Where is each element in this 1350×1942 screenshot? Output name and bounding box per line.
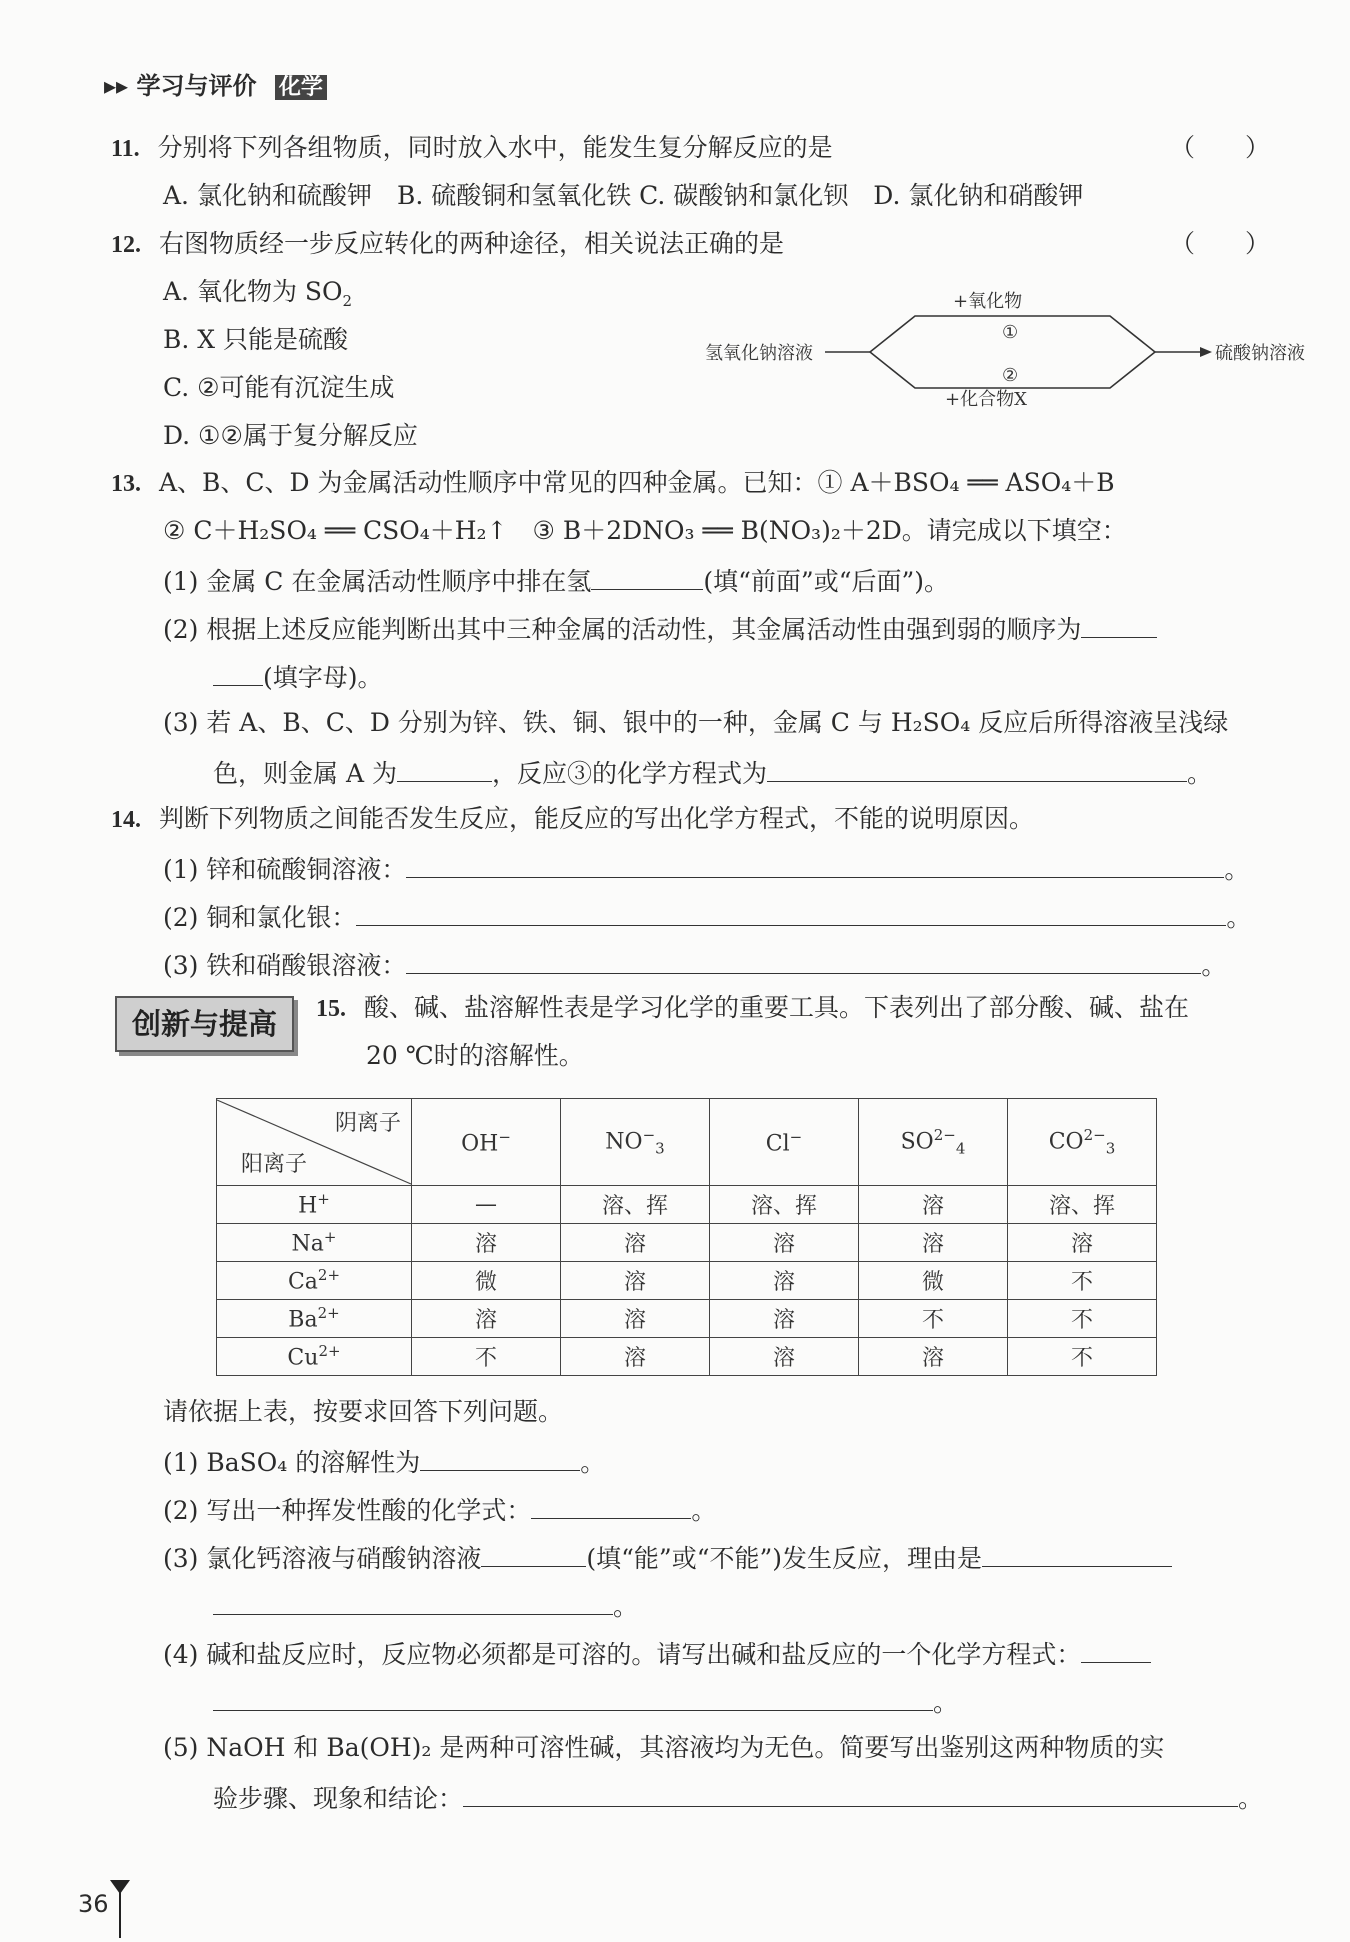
q11-answer-paren[interactable]: （ ）: [1170, 133, 1271, 162]
subject-tag: 化学: [275, 75, 327, 100]
q11-number: 11.: [111, 136, 140, 162]
anion-header: $NO^-_3$: [561, 1099, 710, 1186]
cation-axis-label: 阳离子: [241, 1152, 308, 1177]
q13-line1: A、B、C、D 为金属活动性顺序中常见的四种金属。已知：① A＋BSO₄ ══ ASO₄＋B: [158, 468, 1115, 497]
anion-header: $SO^{2-}_4$: [859, 1099, 1008, 1186]
table-cell: 溶: [561, 1300, 710, 1338]
page-corner-marker-icon: [108, 1878, 132, 1940]
q13-number: 13.: [111, 471, 141, 497]
table-row: [217, 1186, 1157, 1224]
q13-blank-2b[interactable]: [213, 659, 263, 686]
q13-part2: (2) 根据上述反应能判断出其中三种金属的活动性，其金属活动性由强到弱的顺序为: [163, 611, 1157, 646]
table-cell: 不: [859, 1300, 1008, 1338]
q15-blank-3b[interactable]: [982, 1540, 1172, 1567]
cation-cell: $Ba^{2+}$: [217, 1300, 412, 1338]
q15-part1: (1) BaSO₄ 的溶解性为 。: [163, 1444, 605, 1479]
q14-part2: (2) 铜和氯化银： 。: [163, 899, 1251, 934]
q14-number: 14.: [111, 807, 141, 833]
table-cell: 溶、挥: [561, 1186, 710, 1224]
table-row: [217, 1338, 1157, 1376]
q13-blank-3b[interactable]: [767, 755, 1187, 782]
table-corner-cell: [217, 1099, 412, 1186]
q11-options: A. 氯化钠和硫酸钾 B. 硫酸铜和氢氧化铁 C. 碳酸钠和氯化钡 D. 氯化钠和硝酸钾: [163, 181, 1084, 210]
table-header-row: [217, 1099, 1157, 1186]
cation-cell: $Cu^{2+}$: [217, 1338, 412, 1376]
table-cell: 溶、挥: [710, 1186, 859, 1224]
q15-blank-4a[interactable]: [1081, 1636, 1151, 1663]
diagram-path-2: ②: [1002, 365, 1019, 386]
q12-text: 右图物质经一步反应转化的两种途径，相关说法正确的是: [158, 229, 784, 258]
q13-part3-cont: 色，则金属 A 为 ，反应③的化学方程式为 。: [213, 755, 1212, 790]
diagram-start-label: 氢氧化钠溶液: [705, 343, 813, 364]
q12-option-a: A. 氧化物为 $SO_2$: [163, 277, 353, 310]
table-cell: 溶: [412, 1300, 561, 1338]
diagram-bottom-reagent: +化合物X: [945, 389, 1027, 410]
table-cell: 溶: [561, 1338, 710, 1376]
q15-blank-1[interactable]: [420, 1444, 580, 1471]
solubility-table: [216, 1098, 1157, 1376]
anion-axis-label: 阴离子: [334, 1111, 401, 1136]
reaction-pathway-diagram: [700, 280, 1305, 420]
q11-text: 分别将下列各组物质，同时放入水中，能发生复分解反应的是: [157, 133, 833, 162]
q13-part2-cont: (填字母)。: [213, 659, 383, 694]
table-cell: —: [412, 1186, 561, 1224]
q13-blank-3a[interactable]: [397, 755, 492, 782]
q14-stem: [111, 803, 1034, 836]
q15-intro: 请依据上表，按要求回答下列问题。: [163, 1397, 564, 1426]
table-cell: 溶: [859, 1186, 1008, 1224]
cation-cell: $Ca^{2+}$: [217, 1262, 412, 1300]
q15-line2: 20 ℃时的溶解性。: [366, 1041, 584, 1070]
q12-answer-paren[interactable]: （ ）: [1170, 229, 1271, 258]
q11-stem: [111, 132, 833, 165]
table-cell: 溶: [561, 1262, 710, 1300]
table-cell: 溶: [1008, 1224, 1157, 1262]
q12-option-d: D. ①②属于复分解反应: [163, 421, 418, 450]
table-cell: 溶: [710, 1224, 859, 1262]
diagram-path-1: ①: [1002, 322, 1019, 343]
table-cell: 溶: [561, 1224, 710, 1262]
q15-part4: (4) 碱和盐反应时，反应物必须都是可溶的。请写出碱和盐反应的一个化学方程式：: [163, 1636, 1151, 1671]
table-cell: 不: [1008, 1300, 1157, 1338]
q13-part3: (3) 若 A、B、C、D 分别为锌、铁、铜、银中的一种，金属 C 与 H₂SO₄ 反应后所得溶液呈浅绿: [163, 708, 1229, 737]
q12-number: 12.: [111, 232, 141, 258]
section-badge: 创新与提高: [115, 996, 294, 1052]
q14-blank-2[interactable]: [356, 899, 1226, 926]
q15-part2: (2) 写出一种挥发性酸的化学式： 。: [163, 1492, 716, 1527]
table-cell: 溶: [710, 1338, 859, 1376]
table-row: [217, 1224, 1157, 1262]
q13-stem: [111, 467, 1115, 500]
q14-part1: (1) 锌和硫酸铜溶液： 。: [163, 851, 1249, 886]
table-cell: 溶: [710, 1300, 859, 1338]
table-cell: 溶: [710, 1262, 859, 1300]
q15-blank-3c[interactable]: [213, 1588, 613, 1615]
q12-option-b: B. X 只能是硫酸: [163, 325, 349, 354]
header-arrows: ▸▸: [104, 72, 129, 100]
q15-blank-2[interactable]: [531, 1492, 691, 1519]
q15-blank-5[interactable]: [463, 1780, 1238, 1807]
q15-part5: (5) NaOH 和 Ba(OH)₂ 是两种可溶性碱，其溶液均为无色。简要写出鉴别这两种物质的实: [163, 1733, 1165, 1762]
q13-blank-1[interactable]: [591, 563, 703, 590]
q12-stem: [111, 228, 784, 261]
cation-cell: Na+: [217, 1224, 412, 1262]
table-cell: 微: [859, 1262, 1008, 1300]
page-number: 36: [78, 1890, 109, 1918]
q14-part3: (3) 铁和硝酸银溶液： 。: [163, 947, 1226, 982]
q15-number: 15.: [316, 996, 346, 1022]
header-title: 学习与评价: [136, 72, 257, 100]
diagram-top-reagent: +氧化物: [953, 291, 1023, 312]
table-cell: 溶、挥: [1008, 1186, 1157, 1224]
q15-part3: (3) 氯化钙溶液与硝酸钠溶液 (填“能”或“不能”)发生反应，理由是: [163, 1540, 1172, 1575]
table-cell: 溶: [859, 1224, 1008, 1262]
q14-blank-1[interactable]: [406, 851, 1224, 878]
q12-option-c: C. ②可能有沉淀生成: [163, 373, 395, 402]
page-header: [104, 66, 327, 101]
table-cell: 溶: [859, 1338, 1008, 1376]
table-cell: 不: [1008, 1338, 1157, 1376]
q15-blank-3a[interactable]: [481, 1540, 586, 1567]
table-row: [217, 1262, 1157, 1300]
table-cell: 溶: [412, 1224, 561, 1262]
q14-blank-3[interactable]: [406, 947, 1201, 974]
q13-blank-2a[interactable]: [1081, 611, 1157, 638]
q15-part4-cont: 。: [213, 1684, 958, 1719]
q15-line1: 酸、碱、盐溶解性表是学习化学的重要工具。下表列出了部分酸、碱、盐在: [363, 993, 1189, 1022]
q15-part5-cont: 验步骤、现象和结论： 。: [213, 1780, 1263, 1815]
q15-part3-cont: 。: [213, 1588, 638, 1623]
cation-cell: H+: [217, 1186, 412, 1224]
q15-blank-4b[interactable]: [213, 1684, 933, 1711]
q13-part1: (1) 金属 C 在金属活动性顺序中排在氢 (填“前面”或“后面”)。: [163, 563, 949, 598]
q15-stem: [316, 992, 1189, 1025]
table-cell: 不: [1008, 1262, 1157, 1300]
table-cell: 微: [412, 1262, 561, 1300]
q14-text: 判断下列物质之间能否发生反应，能反应的写出化学方程式，不能的说明原因。: [158, 804, 1034, 833]
q13-line2: ② C＋H₂SO₄ ══ CSO₄＋H₂↑ ③ B＋2DNO₃ ══ B(NO₃)₂＋2D。请完成以下填空：: [163, 516, 1127, 545]
anion-header: $CO^{2-}_3$: [1008, 1099, 1157, 1186]
anion-header: OH−: [412, 1099, 561, 1186]
table-cell: 不: [412, 1338, 561, 1376]
anion-header: Cl−: [710, 1099, 859, 1186]
table-row: [217, 1300, 1157, 1338]
diagram-end-label: 硫酸钠溶液: [1215, 343, 1305, 364]
